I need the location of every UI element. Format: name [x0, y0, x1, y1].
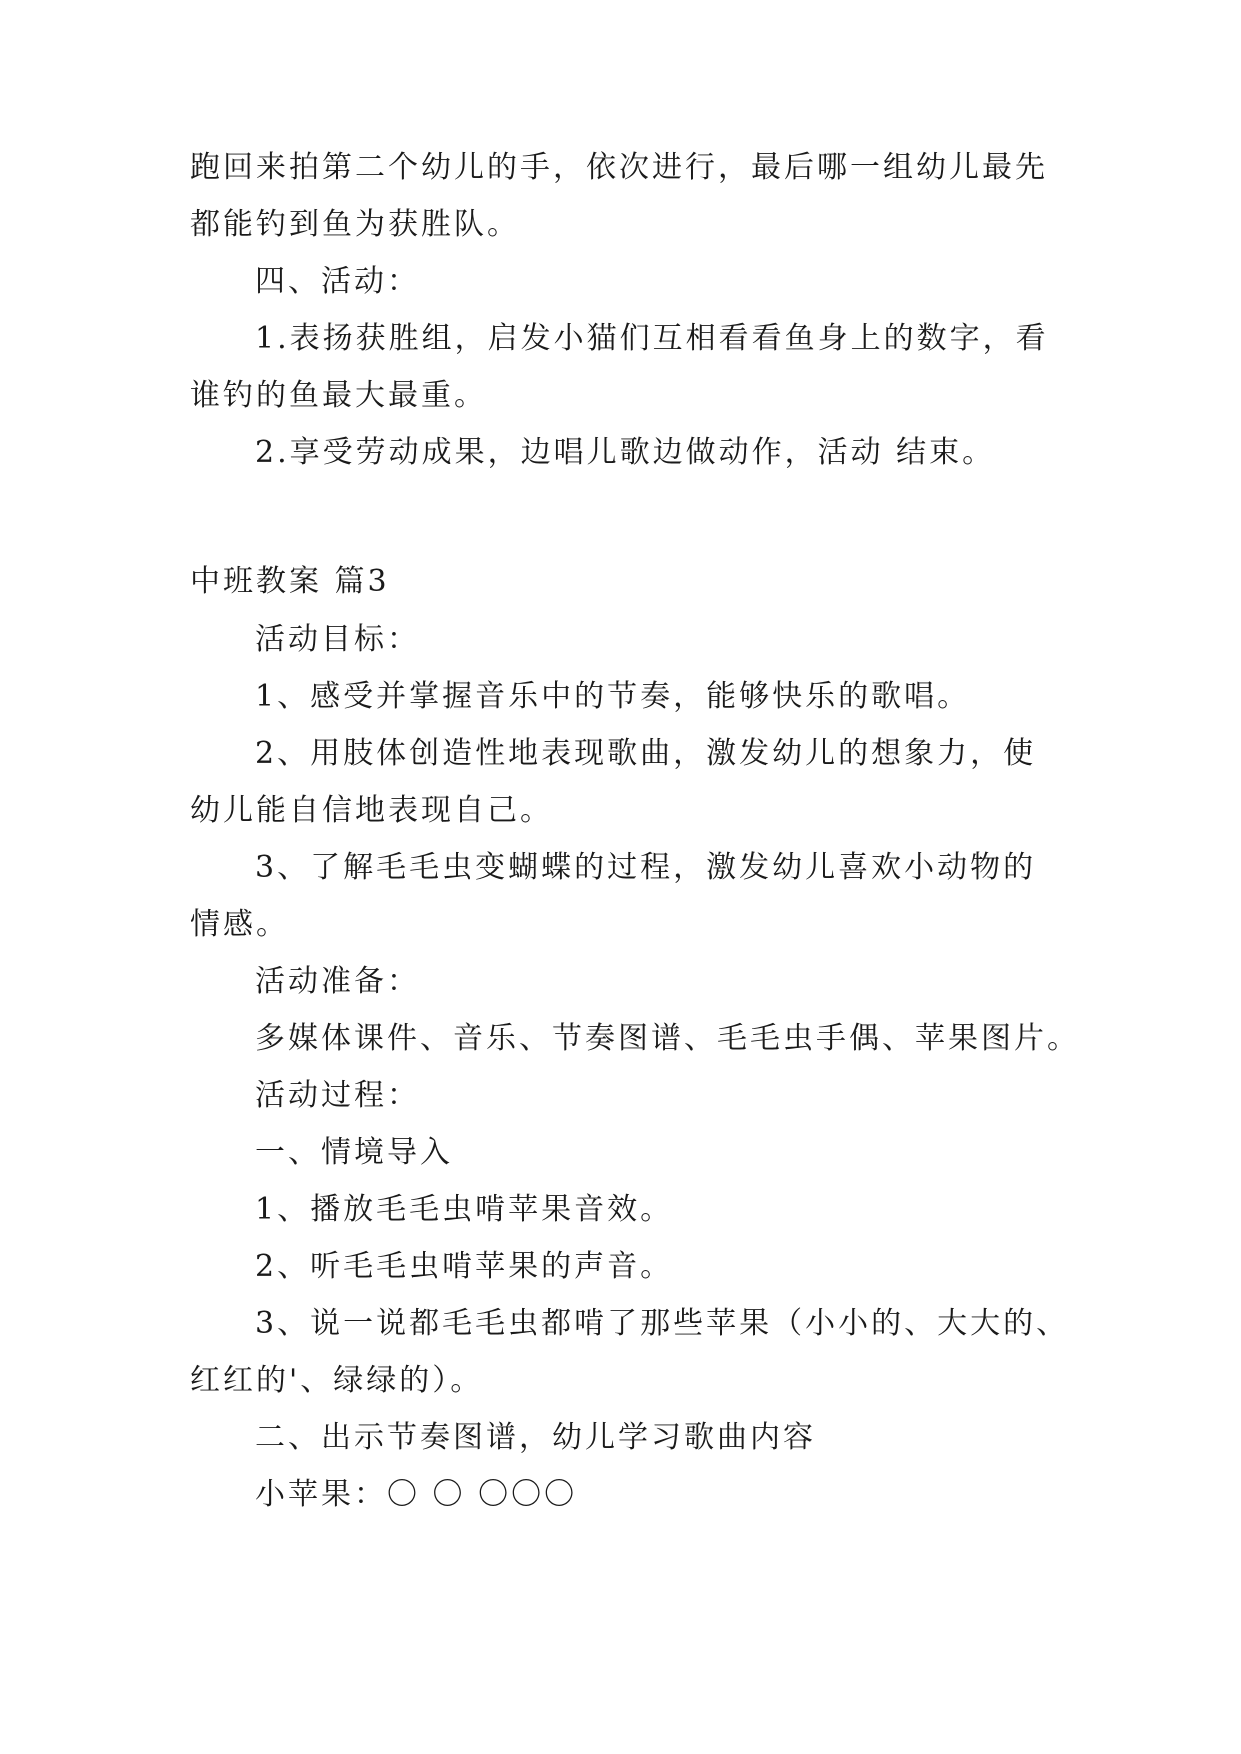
text-line: 幼儿能自信地表现自己。: [190, 793, 553, 828]
text-line: 谁钓的鱼最大最重。: [190, 378, 487, 413]
text-line: 3、说一说都毛毛虫都啃了那些苹果（小小的、大大的、: [255, 1306, 1070, 1341]
text-line: 1、播放毛毛虫啃苹果音效。: [255, 1192, 674, 1227]
section-heading: 四、活动：: [255, 264, 420, 299]
text-line: 2、用肢体创造性地表现歌曲，激发幼儿的想象力，使: [255, 736, 1037, 771]
lesson-title: 中班教案 篇3: [190, 564, 390, 599]
subsection-heading: 二、出示节奏图谱，幼儿学习歌曲内容: [255, 1420, 816, 1455]
text-line: 红红的'、绿绿的）。: [190, 1363, 484, 1398]
text-line: 2.享受劳动成果，边唱儿歌边做动作，活动 结束。: [255, 435, 996, 470]
text-line: 多媒体课件、音乐、节奏图谱、毛毛虫手偶、苹果图片。: [255, 1021, 1080, 1056]
text-line: 1、感受并掌握音乐中的节奏，能够快乐的歌唱。: [255, 679, 971, 714]
text-line: 情感。: [190, 907, 289, 942]
section-heading: 活动准备：: [255, 964, 420, 999]
text-line: 2、听毛毛虫啃苹果的声音。: [255, 1249, 674, 1284]
section-heading: 活动目标：: [255, 622, 420, 657]
text-line: 1.表扬获胜组，启发小猫们互相看看鱼身上的数字，看: [255, 321, 1049, 356]
text-line: 跑回来拍第二个幼儿的手，依次进行，最后哪一组幼儿最先: [190, 150, 1048, 185]
section-heading: 活动过程：: [255, 1078, 420, 1113]
subsection-heading: 一、情境导入: [255, 1135, 453, 1170]
text-line: 3、了解毛毛虫变蝴蝶的过程，激发幼儿喜欢小动物的: [255, 850, 1037, 885]
rhythm-line: 小苹果：〇 〇 〇〇〇: [255, 1477, 578, 1512]
text-line: 都能钓到鱼为获胜队。: [190, 207, 520, 242]
